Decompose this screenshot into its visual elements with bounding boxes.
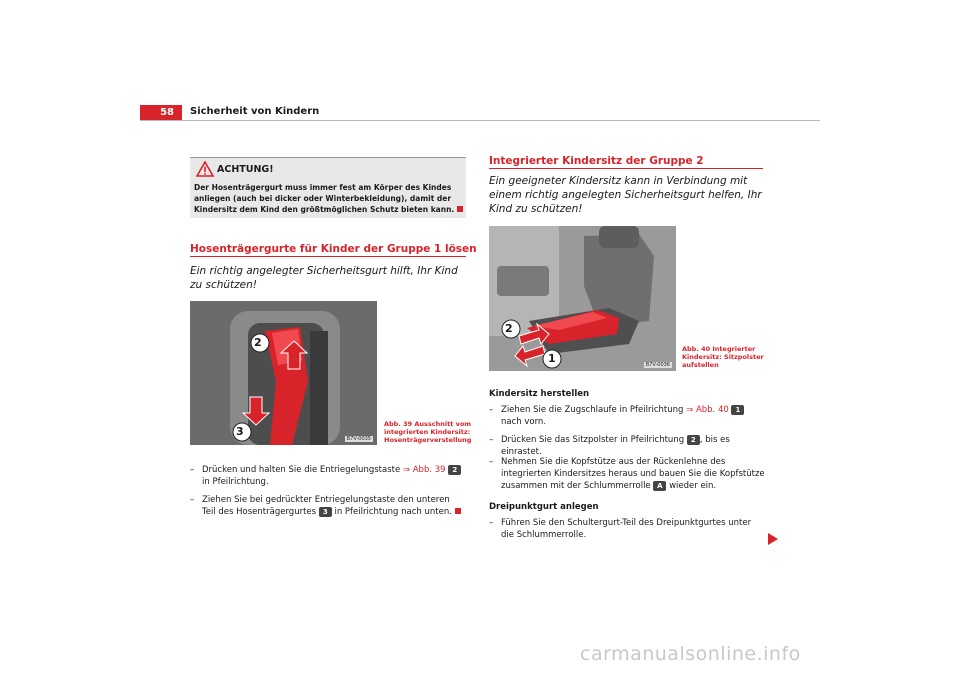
child-seat-illustration: [489, 226, 676, 371]
figure-label-1: 1: [548, 352, 556, 365]
belt-buckle-illustration: [190, 301, 377, 445]
callout-badge: 2: [687, 435, 700, 445]
instruction-step: – Drücken Sie das Sitzpolster in Pfeilrichtung 2 , bis es einrastet.: [489, 435, 730, 457]
figure-code: B7V-0035: [346, 436, 371, 442]
figure-label-2: 2: [505, 322, 513, 335]
figure-code: B7V-0036: [645, 362, 670, 368]
section-rule-right: [489, 168, 763, 169]
instruction-step: – Ziehen Sie bei gedrückter Entriegelungstaste den unteren Teil des Hosenträgergurtes 3 in Pfeilrichtung nach unten.: [190, 494, 466, 518]
instruction-step: – Führen Sie den Schultergurt-Teil des Dreipunktgurtes unter die Schlummerrolle.: [489, 518, 752, 540]
subheading: Kindersitz herstellen: [489, 389, 590, 399]
callout-badge: 3: [319, 507, 332, 517]
page-number: 58: [140, 105, 182, 121]
end-mark-icon: [455, 508, 461, 514]
section-rule-left: [190, 256, 466, 257]
warning-text: Der Hosenträgergurt muss immer fest am Körper des Kindes anliegen (auch bei dicker oder Winterbekleidung), damit der Kindersitz dem Kind den größtmöglichen Schutz bieten kann.: [194, 182, 464, 215]
figure-label-2: 2: [254, 336, 262, 349]
callout-badge: 2: [448, 465, 461, 475]
warning-triangle-icon: [196, 161, 214, 177]
next-page-arrow-icon[interactable]: [767, 532, 779, 546]
figure-label-3: 3: [236, 425, 244, 438]
section-title-left: Hosenträgergurte für Kinder der Gruppe 1 lösen: [190, 243, 477, 255]
warning-title: ACHTUNG!: [217, 164, 274, 175]
subheading: Dreipunktgurt anlegen: [489, 502, 599, 512]
instruction-step: – Nehmen Sie die Kopfstütze aus der Rückenlehne des integrierten Kindersitzes heraus und bauen Sie die Kopfstütze zusammen mit der Schlummerrolle A wieder ein.: [489, 457, 765, 491]
lead-text-left: Ein richtig angelegter Sicherheitsgurt hilft, Ihr Kind zu schützen!: [190, 265, 458, 291]
figure-reference-link[interactable]: ⇒ Abb. 40: [686, 405, 729, 415]
running-header: Sicherheit von Kindern: [190, 106, 320, 117]
watermark: carmanualsonline.info: [580, 643, 801, 665]
callout-badge: 1: [731, 405, 744, 415]
section-title-right: Integrierter Kindersitz der Gruppe 2: [489, 155, 704, 167]
figure-39-caption: Abb. 39 Ausschnitt vom integrierten Kindersitz: Hosenträgerverstellung: [384, 420, 472, 444]
end-mark-icon: [457, 206, 463, 212]
instruction-step: – Ziehen Sie die Zugschlaufe in Pfeilrichtung ⇒ Abb. 40 1 nach vorn.: [489, 404, 765, 428]
figure-39: [190, 301, 377, 445]
warning-box: [190, 157, 466, 218]
figure-40: [489, 226, 676, 371]
figure-reference-link[interactable]: ⇒ Abb. 39: [402, 465, 446, 475]
instruction-step: – Drücken und halten Sie die Entriegelungstaste ⇒ Abb. 39 2 in Pfeilrichtung.: [190, 464, 466, 488]
callout-badge: A: [653, 481, 666, 491]
figure-40-caption: Abb. 40 Integrierter Kindersitz: Sitzpolster aufstellen: [682, 345, 764, 369]
lead-text-right: Ein geeigneter Kindersitz kann in Verbindung mit einem richtig angelegten Sicherheitsgurt helfen, Ihr Kind zu schützen!: [489, 175, 762, 215]
header-divider: [140, 120, 820, 121]
